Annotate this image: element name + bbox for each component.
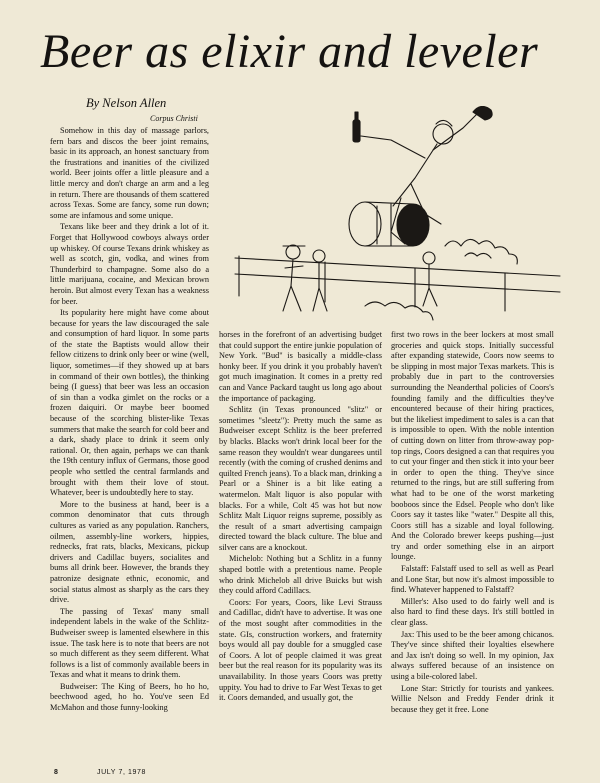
byline: By Nelson Allen [86, 96, 167, 110]
paragraph: Michelob: Nothing but a Schlitz in a funny shaped bottle with a pretentious name. People who drink Michelob all drive Buicks but wish they could afford Cadillacs. [219, 554, 382, 596]
article-column-2 [219, 330, 382, 764]
paragraph: The passing of Texas' many small independent labels in the wake of the Schlitz-Budweiser sweep is lamented elsewhere in this issue. The task here is to note that beers are not so much different as they seem different. What follows is a list of commonly available beers in Texas and what it means to drink them. [50, 606, 209, 680]
paragraph: Miller's: Also used to do fairly well and is also hard to find these days. It's still bottled in clear glass. [391, 596, 554, 628]
paragraph: More to the business at hand, beer is a common denominator that cuts through cultures as varied as any population. Ranchers, oilmen, assembly-line workers, hippies, rednecks, frat rats, blacks, Mexicans, pickup drivers and Cadillac buyers, socialites and bums all drink beer. However, the brands they patronize designate ethnic, economic, and social status almost as sharply as the cars they drive. [50, 499, 209, 605]
paragraph: Falstaff: Falstaff used to sell as well as Pearl and Lone Star, but now it's almost impossible to find. Whatever happened to Falstaff? [391, 564, 554, 595]
paragraph: Jax: This used to be the beer among chicanos. They've since shifted their loyalties elsewhere and Jax isn't doing so well. In my opinion, Jax always suffered because of an insistence on using a bile-colored label. [391, 629, 554, 681]
paragraph: Schlitz (in Texas pronounced "slitz" or sometimes "sleetz"): Pretty much the same as Budweiser except Schlitz is the beer preferred by blacks. Blacks won't drink local beer for the same reason they wouldn't wear dungarees until recently (with the coming of crushed denims and quilted French jeans). To a black man, drinking a Pearl or a Shiner is a bit like eating a watermelon. Malt liquor is also popular with blacks. For a while, Colt 45 was hot but now Schlitz Malt Liquor reigns supreme, possibly as the result of a smart advertising campaign directed toward the black culture. The blue and silver cans are a knockout. [219, 405, 382, 552]
paragraph: Somehow in this day of massage parlors, fern bars and discos the beer joint remains, basic in its approach, an honest sanctuary from the frustrations and inanities of the civilized world. Beer joints offer a little pleasure and a little mercy and don't charge an arm and a leg in return. There are thousands of them scattered across Texas. Some are fancy, some run down; some are infamous and some unique. [50, 126, 209, 220]
page-number: 8 [54, 769, 59, 776]
paragraph: Texans like beer and they drink a lot of it. Forget that Hollywood cowboys always order up whiskey. Of course Texans drink whiskey as well as scotch, gin, vodka, and wines from Thunderbird to champagne. Some also do a little marijuana, cocaine, and Mexican brown heroin. But almost every Texan has a weakness for beer. [50, 222, 209, 306]
article-headline: Beer as elixir and leveler [40, 25, 539, 78]
cartoon-illustration [215, 106, 575, 328]
paragraph: Coors: For years, Coors, like Levi Strauss and Cadillac, didn't have to advertise. It was one of the most sought after commodities in the state. GIs, construction workers, and fraternity boys would all pay double for a smuggled case of Coors. A lot of people claimed it was great beer but the real reason for its popularity was its unavailability. In those years Coors was pretty uppity. You had to drive to Far West Texas to get it. Coors demanded, and usually got, the [219, 597, 382, 703]
issue-date: JULY 7, 1978 [97, 769, 147, 776]
paragraph: Lone Star: Strictly for tourists and yankees. Willie Nelson and Freddy Fender drink it because they get it free. Lone [391, 683, 554, 714]
dateline: Corpus Christi [150, 114, 198, 123]
paragraph: first two rows in the beer lockers at most small groceries and quick stops. Initially successful after expanding statewide, Coors now seems to be slipping in most major Texas markets. This is probably due in part to the controversies surrounding the Neanderthal policies of Coors's founding family and the difficulties they've encountered because of their hiring practices, but the likeliest impediment to sales is a can that is impossible to open. With the noble intention of cutting down on litter from throw-away pop-top rings, Coors designed a can that requires you to cut your finger and then stick it into your beer in order to open the thing. They've since returned to the rings, but are still suffering from what had to be one of the worst marketing booboos since the Edsel. People who don't like Coors say it tastes like "water." Despite all this, Coors still has a sizable and loyal following. And the Colorado brewer keeps pushing—just try and order something else in an airport lounge. [391, 330, 554, 562]
page-footer [54, 769, 146, 776]
paragraph: Its popularity here might have come about because for years the law discouraged the sale and consumption of hard liquor. In some parts of the state the Baptists would allow their fellow citizens to drink only beer or wine (well, liquor, sometimes—if they showed up at bars in command of their own bottles), the thinking being (I guess) that beer was less an occasion of sin than a vodka gimlet on the rocks or a frozen daiquiri. Or maybe beer boomed because of the scorching blister-like Texas summers that make the search for cold beer and a dark, shady place to drink it seem only rational. Or, then again, perhaps we can thank the 19th century influx of Germans, those good people who settled the central farmlands and brought with them their love of stout. Whatever, beer is undoubtedly here to stay. [50, 308, 209, 498]
article-column-1 [50, 126, 209, 764]
paragraph: Budweiser: The King of Beers, ho ho ho, beechwood aged, ho ho. You've seen Ed McMahon and those funny-looking [50, 681, 209, 713]
article-column-3 [391, 330, 554, 764]
paragraph: horses in the forefront of an advertising budget that could support the entire junkie population of New York. "Bud" is basically a middle-class honky beer. If you drink it you probably haven't got much imagination. It comes in a pretty red can and Vance Packard taught us long ago about the importance of packaging. [219, 330, 382, 403]
